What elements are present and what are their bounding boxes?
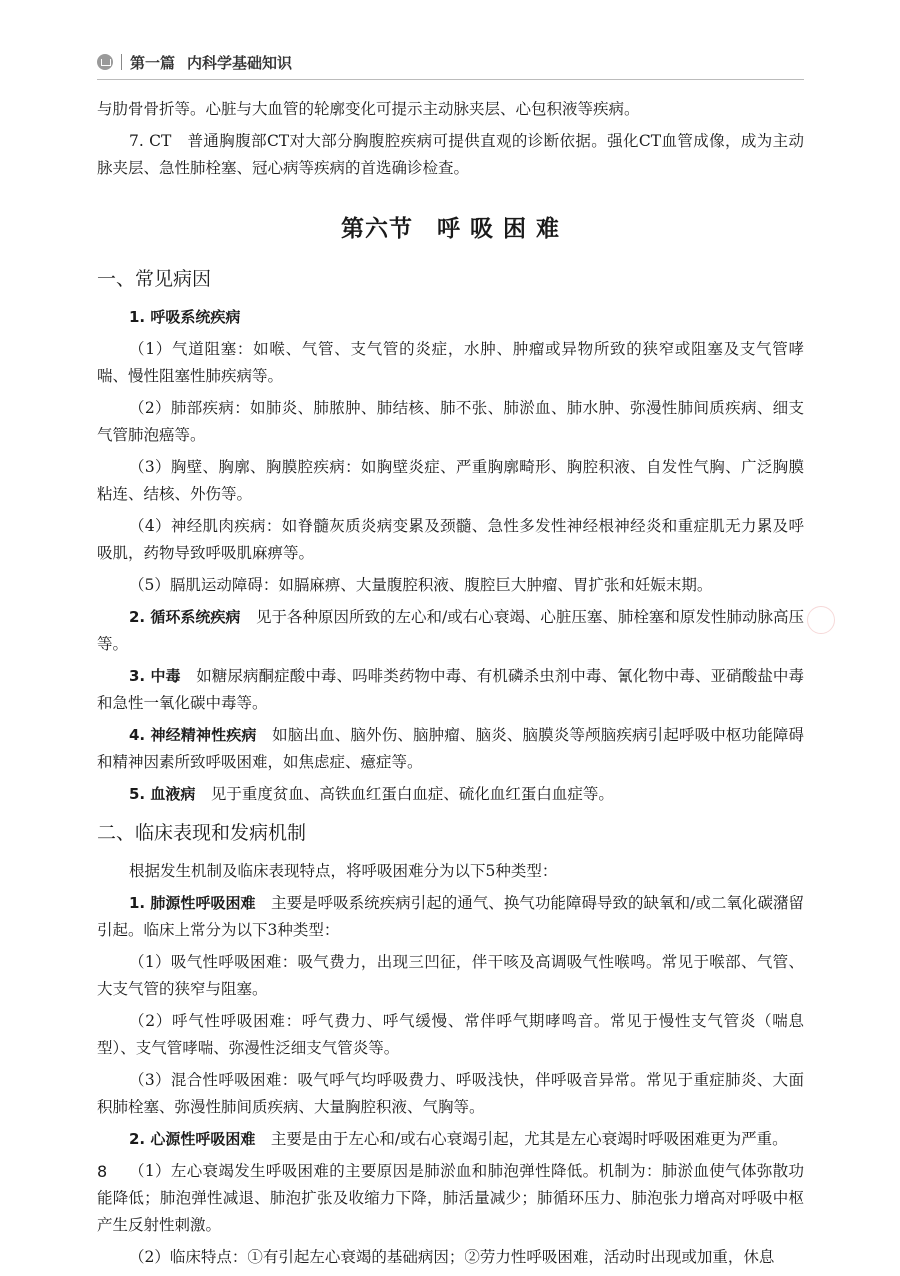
cause-3-paragraph (97, 663, 804, 717)
cause-2-paragraph (97, 604, 804, 658)
header-part: 第一篇 (130, 53, 176, 72)
cause-2-text: 见于各种原因所致的左心和/或右心衰竭、心脏压塞、肺栓塞和原发性肺动脉高压等。 (97, 608, 805, 653)
cause-2-lead: 2. 循环系统疾病 (129, 608, 241, 626)
cause-5-lead: 5. 血液病 (129, 785, 196, 803)
type-2-paragraph (97, 1126, 804, 1153)
page-body (97, 96, 804, 1276)
header-divider (121, 54, 122, 70)
cause-1-item: （2）肺部疾病：如肺炎、肺脓肿、肺结核、肺不张、肺淤血、肺水肿、弥漫性肺间质疾病、细支气管肺泡癌等。 (97, 399, 804, 444)
clinical-intro: 根据发生机制及临床表现特点，将呼吸困难分为以下5种类型： (129, 862, 558, 880)
type-1-lead: 1. 肺源性呼吸困难 (129, 894, 256, 912)
cause-1-item: （1）气道阻塞：如喉、气管、支气管的炎症，水肿、肿瘤或异物所致的狭窄或阻塞及支气管哮喘、慢性阻塞性肺疾病等。 (97, 340, 804, 385)
type-2-lead: 2. 心源性呼吸困难 (129, 1130, 256, 1148)
type-1-text: 主要是呼吸系统疾病引起的通气、换气功能障碍导致的缺氧和/或二氧化碳潴留引起。临床上常分为以下3种类型： (97, 894, 804, 939)
book-icon (97, 54, 113, 70)
cause-1-item: （5）膈肌运动障碍：如膈麻痹、大量腹腔积液、腹腔巨大肿瘤、胃扩张和妊娠末期。 (129, 576, 713, 594)
cause-3-lead: 3. 中毒 (129, 667, 181, 685)
section-title: 第六节 呼 吸 困 难 (340, 215, 561, 242)
heading-common-causes: 一、常见病因 (97, 268, 212, 290)
type-2-item: （2）临床特点：①有引起左心衰竭的基础病因；②劳力性呼吸困难，活动时出现或加重，休息 (129, 1248, 775, 1266)
cause-1-heading (97, 304, 804, 331)
type-1-item: （3）混合性呼吸困难：吸气呼气均呼吸费力、呼吸浅快，伴呼吸音异常。常见于重症肺炎、大面积肺栓塞、弥漫性肺间质疾病、大量胸腔积液、气胸等。 (97, 1071, 804, 1116)
cause-5-text: 见于重度贫血、高铁血红蛋白血症、硫化血红蛋白血症等。 (195, 785, 614, 803)
cause-1-lead: 1. 呼吸系统疾病 (129, 308, 241, 326)
cause-4-text: 如脑出血、脑外伤、脑肿瘤、脑炎、脑膜炎等颅脑疾病引起呼吸中枢功能障碍和精神因素所致呼吸困难，如焦虑症、癔症等。 (97, 726, 804, 771)
cause-5-paragraph (97, 781, 804, 808)
cause-1-item: （4）神经肌肉疾病：如脊髓灰质炎病变累及颈髓、急性多发性神经根神经炎和重症肌无力累及呼吸肌，药物导致呼吸肌麻痹等。 (97, 517, 804, 562)
header-rule (97, 79, 804, 80)
type-2-text: 主要是由于左心和/或右心衰竭引起，尤其是左心衰竭时呼吸困难更为严重。 (255, 1130, 788, 1148)
running-header (97, 48, 804, 76)
header-title: 内科学基础知识 (187, 53, 293, 72)
type-1-item: （2）呼气性呼吸困难：呼气费力、呼气缓慢、常伴呼气期哮鸣音。常见于慢性支气管炎（喘息型）、支气管哮喘、弥漫性泛细支气管炎等。 (97, 1012, 804, 1057)
paragraph-ct: 7. CT 普通胸腹部CT对大部分胸腹腔疾病可提供直观的诊断依据。强化CT血管成像，成为主动脉夹层、急性肺栓塞、冠心病等疾病的首选确诊检查。 (97, 132, 804, 177)
type-1-paragraph (97, 890, 804, 944)
page-number: 8 (97, 1162, 108, 1181)
cause-4-paragraph (97, 722, 804, 776)
type-1-item: （1）吸气性呼吸困难：吸气费力，出现三凹征，伴干咳及高调吸气性喉鸣。常见于喉部、气管、大支气管的狭窄与阻塞。 (97, 953, 804, 998)
cause-4-lead: 4. 神经精神性疾病 (129, 726, 257, 744)
watermark-stamp-icon (807, 606, 835, 634)
cause-1-item: （3）胸壁、胸廓、胸膜腔疾病：如胸壁炎症、严重胸廓畸形、胸腔积液、自发性气胸、广泛胸膜粘连、结核、外伤等。 (97, 458, 804, 503)
heading-clinical: 二、临床表现和发病机制 (97, 822, 307, 844)
paragraph-continued: 与肋骨骨折等。心脏与大血管的轮廓变化可提示主动脉夹层、心包积液等疾病。 (97, 100, 640, 118)
type-2-item: （1）左心衰竭发生呼吸困难的主要原因是肺淤血和肺泡弹性降低。机制为：肺淤血使气体弥散功能降低；肺泡弹性减退、肺泡扩张及收缩力下降，肺活量减少；肺循环压力、肺泡张力增高对呼吸中枢产生反射性刺激。 (97, 1162, 804, 1234)
cause-3-text: 如糖尿病酮症酸中毒、吗啡类药物中毒、有机磷杀虫剂中毒、氰化物中毒、亚硝酸盐中毒和急性一氧化碳中毒等。 (97, 667, 804, 712)
